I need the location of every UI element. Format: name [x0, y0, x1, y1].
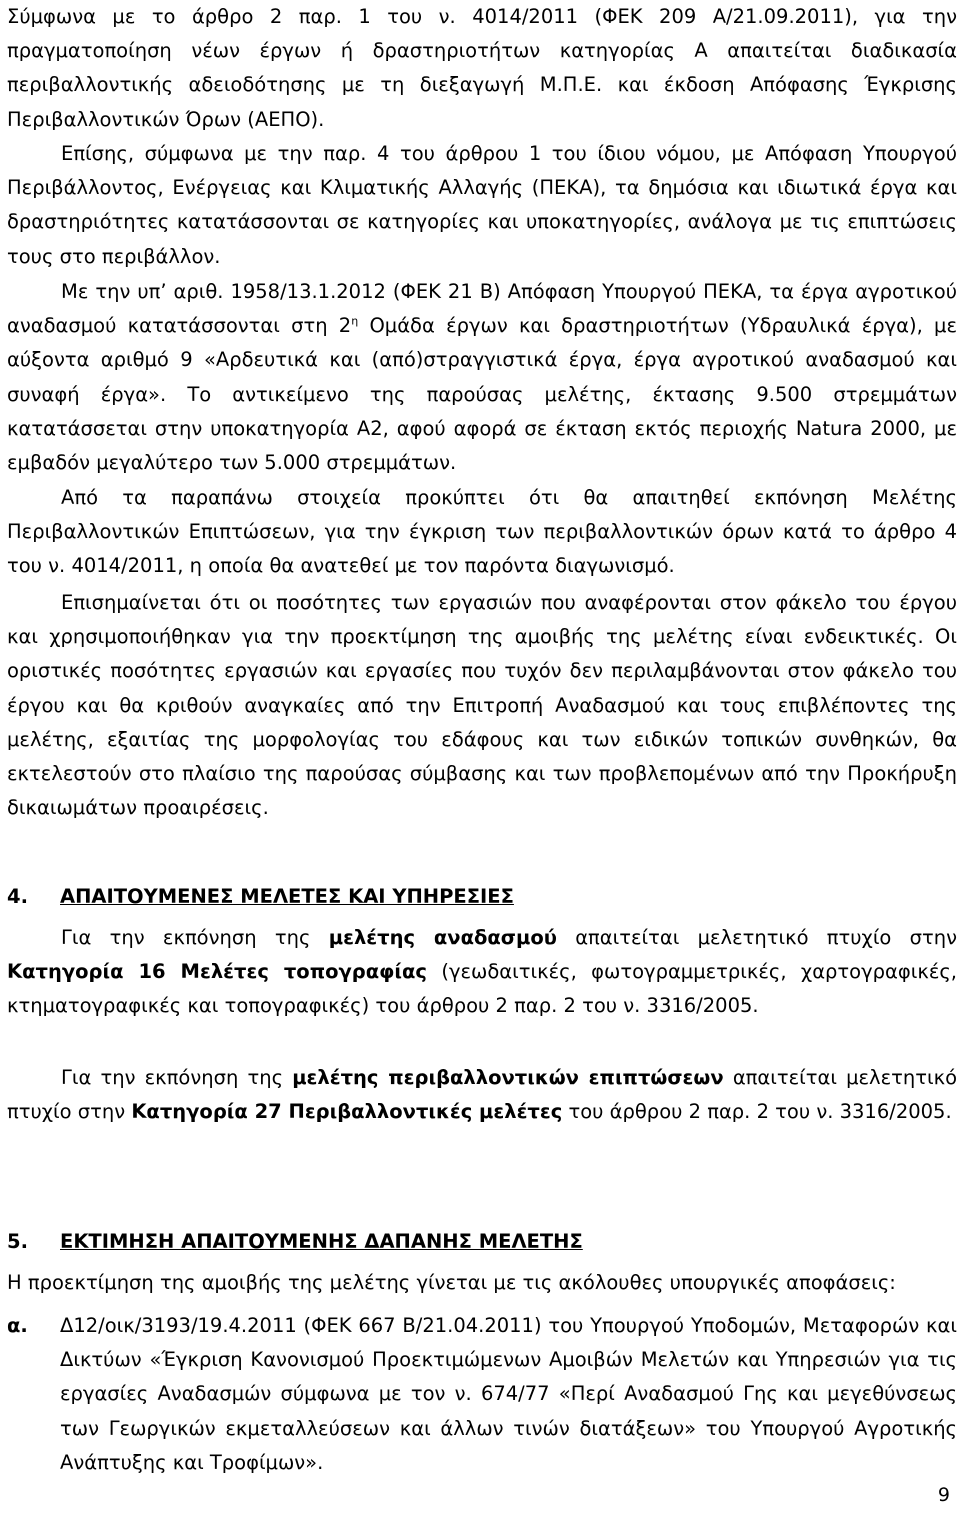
bold-segment: Κατηγορία 27 Περιβαλλοντικές μελέτες: [131, 1100, 563, 1124]
text-segment: απαιτείται μελετητικό πτυχίο στην: [7, 1066, 957, 1124]
paragraph-text: Ομάδα έργων και δραστηριοτήτων (Υδραυλικά έργα), με αύξοντα αριθμό 9 «Αρδευτικά και (από)στραγγιστικά έργα, έργα αγροτικού αναδασμού και συναφή έργα». Το αντικείμενο της παρούσας μελέτης, έκτασης 9.500 στρεμμάτων κατατάσσεται στην υποκατηγορία Α2, αφού αφορά σε έκταση εκτός περιοχής Natura 2000, με εμβαδόν μεγαλύτερο των 5.000 στρεμμάτων.: [7, 314, 957, 475]
bold-segment: μελέτης περιβαλλοντικών επιπτώσεων: [292, 1066, 724, 1089]
paragraph-text: Επίσης, σύμφωνα με την παρ. 4 του άρθρου 1 του ίδιου νόμου, με Απόφαση Υπουργού Περιβάλλοντος, Ενέργειας και Κλιματικής Αλλαγής (ΠΕΚΑ), τα δημόσια και ιδιωτικά έργα και δραστηριότητες κατατάσσονται σε κατηγορίες και υποκατηγορίες, ανάλογα με τις επιπτώσεις τους στο περιβάλλον.: [7, 142, 957, 268]
superscript: η: [351, 314, 359, 328]
section-number: 4.: [7, 885, 28, 908]
section-5-heading: [7, 1227, 957, 1257]
section-title: ΕΚΤΙΜΗΣΗ ΑΠΑΙΤΟΥΜΕΝΗΣ ΔΑΠΑΝΗΣ ΜΕΛΕΤΗΣ: [60, 1230, 583, 1253]
paragraph-estimate-intro: [7, 1266, 957, 1300]
paragraph-classification: [7, 137, 957, 274]
section-number: 5.: [7, 1230, 28, 1253]
paragraph-text: Επισημαίνεται ότι οι ποσότητες των εργασιών που αναφέρονται στον φάκελο του έργου και χρησιμοποιήθηκαν για την προεκτίμηση της αμοιβής της μελέτης είναι ενδεικτικές. Οι οριστικές ποσότητες εργασιών και εργασίες που τυχόν δεν περιλαμβάνονται στον φάκελο του έργου και θα κριθούν αναγκαίες από την Επιτροπή Αναδασμού και τους επιβλέποντες της μελέτης, εξαιτίας της μορφολογίας του εδάφους και των ειδικών τοπικών συνθηκών, θα εκτελεστούν στο πλαίσιο της παρούσας σύμβασης και των προβλεπομένων από την Προκήρυξη δικαιωμάτων προαιρέσεις.: [7, 591, 957, 820]
paragraph-quantities: [7, 586, 957, 825]
paragraph-text: Η προεκτίμηση της αμοιβής της μελέτης γίνεται με τις ακόλουθες υπουργικές αποφάσεις:: [7, 1271, 896, 1294]
paragraph-ministerial-decision: [7, 275, 957, 480]
paragraph-text: Με την υπ’ αριθ. 1958/13.1.2012 (ΦΕΚ 21 Β) Απόφαση Υπουργού ΠΕΚΑ, τα έργα αγροτικού αναδασμού κατατάσσονται στη 2: [7, 280, 957, 338]
paragraph-text: Από τα παραπάνω στοιχεία προκύπτει ότι θα απαιτηθεί εκπόνηση Μελέτης Περιβαλλοντικών Επιπτώσεων, για την έγκριση των περιβαλλοντικών όρων κατά το άρθρο 4 του ν. 4014/2011, η οποία θα ανατεθεί με τον παρόντα διαγωνισμό.: [7, 486, 957, 578]
bold-segment: Κατηγορία 16 Μελέτες τοπογραφίας: [7, 960, 427, 984]
paragraph-environmental-degree: [7, 1061, 957, 1129]
paragraph-surveying-degree: [7, 921, 957, 1024]
text-segment: (γεωδαιτικές, φωτογραμμετρικές, χαρτογραφικές, κτηματογραφικές και τοπογραφικές) του άρθρου 2 παρ. 2 του ν. 3316/2005.: [7, 960, 958, 1018]
list-marker: α.: [7, 1314, 28, 1337]
bold-segment: μελέτης αναδασμού: [328, 926, 557, 949]
paragraph-eia-licensing: [7, 0, 957, 137]
section-title: ΑΠΑΙΤΟΥΜΕΝΕΣ ΜΕΛΕΤΕΣ ΚΑΙ ΥΠΗΡΕΣΙΕΣ: [60, 885, 514, 908]
text-segment: του άρθρου 2 παρ. 2 του ν. 3316/2005.: [562, 1100, 952, 1124]
text-segment: απαιτείται μελετητικό πτυχίο στην: [556, 926, 957, 949]
list-item-text: Δ12/οικ/3193/19.4.2011 (ΦΕΚ 667 Β/21.04.2011) του Υπουργού Υποδομών, Μεταφορών και Δικτύων «Έγκριση Κανονισμού Προεκτιμώμενων Αμοιβών Μελετών και Υπηρεσιών για τις εργασίες Αναδασμών σύμφωνα με τον ν. 674/77 «Περί Αναδασμού Γης και μεγεθύνσεως των Γεωργικών εκμεταλλεύσεων και άλλων τινών διατάξεων» του Υπουργού Αγροτικής Ανάπτυξης και Τροφίμων».: [60, 1314, 957, 1474]
text-segment: Για την εκπόνηση της: [61, 1066, 293, 1089]
text-segment: Για την εκπόνηση της: [61, 926, 329, 949]
section-4-heading: [7, 882, 957, 912]
paragraph-text: Σύμφωνα με το άρθρο 2 παρ. 1 του ν. 4014/2011 (ΦΕΚ 209 Α/21.09.2011), για την πραγματοποίηση νέων έργων ή δραστηριοτήτων κατηγορίας Α απαιτείται διαδικασία περιβαλλοντικής αδειοδότησης με τη διεξαγωγή Μ.Π.Ε. και έκδοση Απόφασης Έγκρισης Περιβαλλοντικών Όρων (ΑΕΠΟ).: [7, 5, 957, 131]
page-number: 9: [937, 1484, 950, 1506]
list-item: [7, 1309, 957, 1480]
paragraph-eia-study: [7, 481, 957, 584]
